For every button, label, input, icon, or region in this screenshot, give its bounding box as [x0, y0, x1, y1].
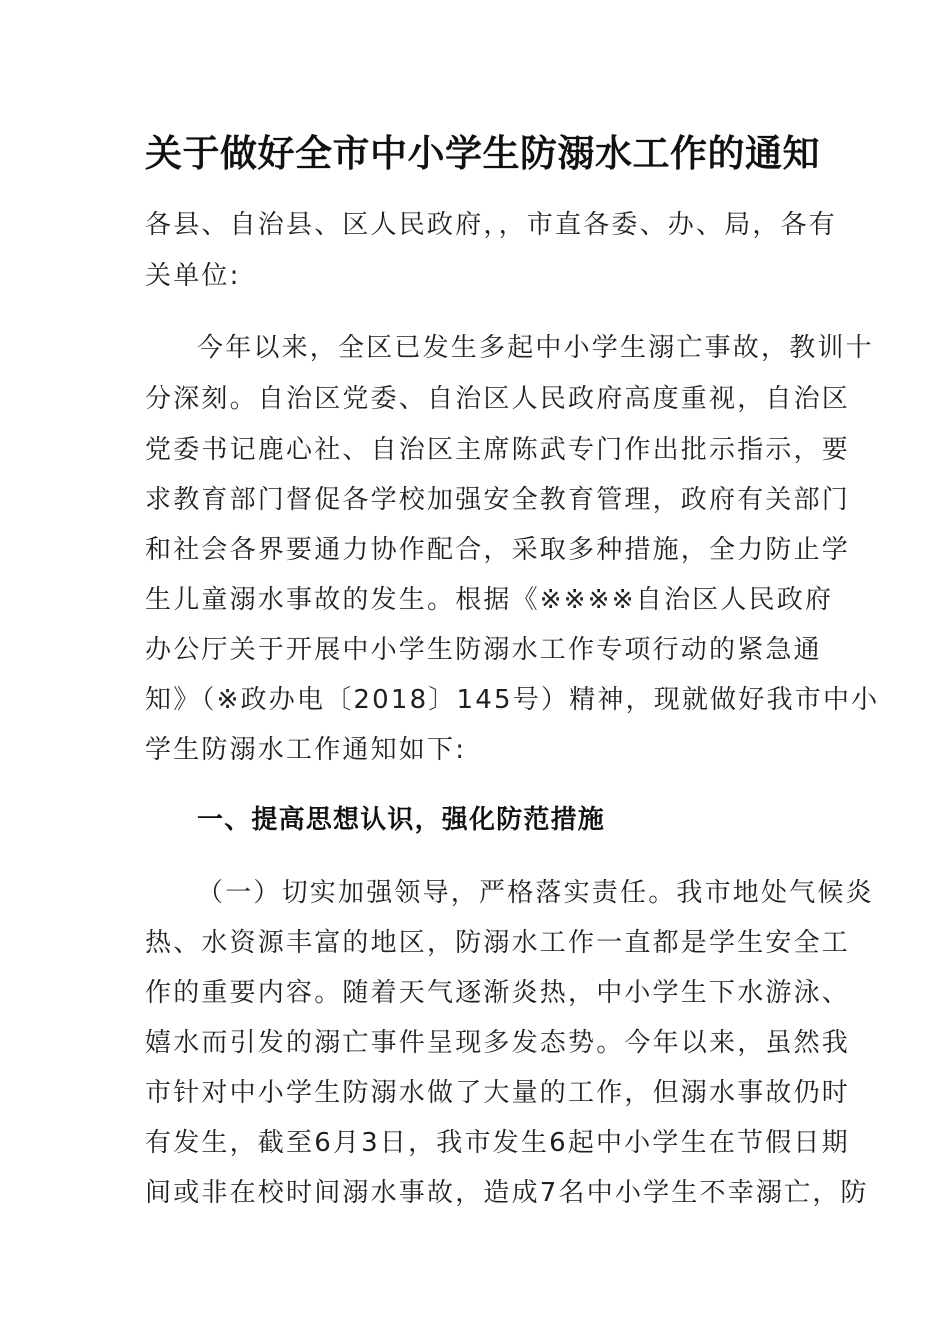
- document-title: 关于做好全市中小学生防溺水工作的通知: [145, 132, 820, 175]
- paragraph-line: 和社会各界要通力协作配合，采取多种措施，全力防止学: [145, 535, 851, 565]
- paragraph-line: 市针对中小学生防溺水做了大量的工作，但溺水事故仍时: [145, 1078, 851, 1108]
- paragraph-line: 知》（※政办电〔2018〕145号）精神，现就做好我市中小: [145, 685, 880, 715]
- paragraph-line: 生儿童溺水事故的发生。根据《※※※※自治区人民政府: [145, 585, 834, 615]
- paragraph-line: 今年以来，全区已发生多起中小学生溺亡事故，教训十: [197, 333, 874, 363]
- section-heading: 一、提高思想认识，强化防范措施: [197, 805, 606, 835]
- paragraph-line: 党委书记鹿心社、自治区主席陈武专门作出批示指示，要: [145, 435, 851, 465]
- paragraph-line: 间或非在校时间溺水事故，造成7名中小学生不幸溺亡，防: [145, 1178, 869, 1208]
- paragraph-line: 求教育部门督促各学校加强安全教育管理，政府有关部门: [145, 485, 851, 515]
- paragraph-line: 办公厅关于开展中小学生防溺水工作专项行动的紧急通: [145, 635, 822, 665]
- addressee-line-1: 各县、自治县、区人民政府，，市直各委、办、局，各有: [145, 210, 838, 240]
- paragraph-line: 分深刻。自治区党委、自治区人民政府高度重视，自治区: [145, 384, 851, 414]
- paragraph-line: （一）切实加强领导，严格落实责任。我市地处气候炎: [197, 878, 874, 908]
- addressee-line-2: 关单位:: [145, 261, 241, 291]
- paragraph-line: 作的重要内容。随着天气逐渐炎热，中小学生下水游泳、: [145, 978, 851, 1008]
- paragraph-line: 嬉水而引发的溺亡事件呈现多发态势。今年以来，虽然我: [145, 1028, 851, 1058]
- paragraph-line: 热、水资源丰富的地区，防溺水工作一直都是学生安全工: [145, 928, 851, 958]
- paragraph-line: 有发生，截至6月3日，我市发生6起中小学生在节假日期: [145, 1128, 850, 1158]
- paragraph-line: 学生防溺水工作通知如下:: [145, 735, 467, 765]
